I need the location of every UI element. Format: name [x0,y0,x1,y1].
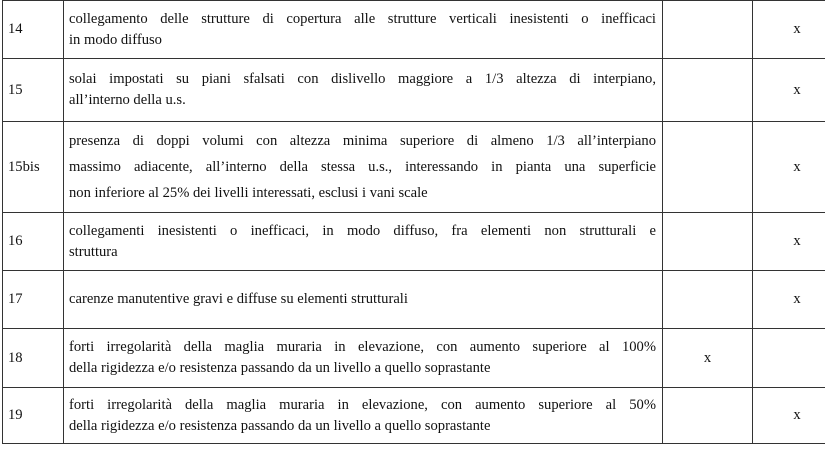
vulnerability-table [2,0,825,444]
description-line: forti irregolarità della maglia muraria in elevazione, con aumento superiore al 100% [69,339,656,355]
description-line: presenza di doppi volumi con altezza minima superiore di almeno 1/3 all’interpiano [69,133,656,149]
mark-cell-a [663,59,753,122]
row-description [64,388,663,444]
mark-cell-a [663,329,753,388]
mark-cell-a [663,213,753,271]
mark-b: x [793,81,801,98]
mark-cell-a [663,388,753,444]
row-id: 19 [3,388,64,444]
description-line: in modo diffuso [69,31,162,48]
description-line: carenze manutentive gravi e diffuse su elementi strutturali [69,291,408,307]
table-row [3,271,825,329]
description-line: della rigidezza e/o resistenza passando da un livello a quello soprastante [69,360,491,376]
table-row [3,388,825,444]
table-row [3,122,825,213]
table-row [3,59,825,122]
description-line: all’interno della u.s. [69,92,186,108]
mark-a: x [703,349,712,366]
mark-cell-a [663,1,753,59]
row-id: 18 [3,329,64,388]
mark-cell-b [753,59,825,122]
mark-b: x [793,291,801,307]
row-description [64,59,663,122]
row-description [64,271,663,329]
mark-cell-b [753,213,825,271]
row-id: 15 [3,59,64,122]
mark-cell-b [753,329,825,388]
table-row [3,213,825,271]
mark-cell-b [753,388,825,444]
row-description [64,122,663,213]
mark-cell-b [753,271,825,329]
mark-b: x [793,407,801,423]
row-description [64,213,663,271]
row-id: 15bis [3,122,64,213]
mark-cell-a [663,122,753,213]
mark-cell-b [753,1,825,59]
description-line: collegamenti inesistenti o inefficaci, in modo diffuso, fra elementi non strutturali e [69,222,656,239]
row-id: 14 [3,1,64,59]
description-line: non inferiore al 25% dei livelli interessati, esclusi i vani scale [69,185,428,201]
row-description [64,1,663,59]
row-id: 16 [3,213,64,271]
row-description [64,329,663,388]
description-line: forti irregolarità della maglia muraria in elevazione, con aumento superiore al 50% [69,396,656,413]
mark-b: x [793,21,801,37]
description-line: struttura [69,243,118,260]
mark-b: x [793,233,801,249]
description-line: collegamento delle strutture di copertura alle strutture verticali inesistenti o inefficaci [69,10,656,27]
table-row [3,1,825,59]
mark-cell-a [663,271,753,329]
description-line: massimo adiacente, all’interno della stessa u.s., interessando in pianta una superficie [69,159,656,175]
mark-b: x [793,158,801,175]
table-row [3,329,825,388]
row-id: 17 [3,271,64,329]
description-line: solai impostati su piani sfalsati con dislivello maggiore a 1/3 altezza di interpiano, [69,71,656,87]
mark-cell-b [753,122,825,213]
description-line: della rigidezza e/o resistenza passando da un livello a quello soprastante [69,417,491,434]
